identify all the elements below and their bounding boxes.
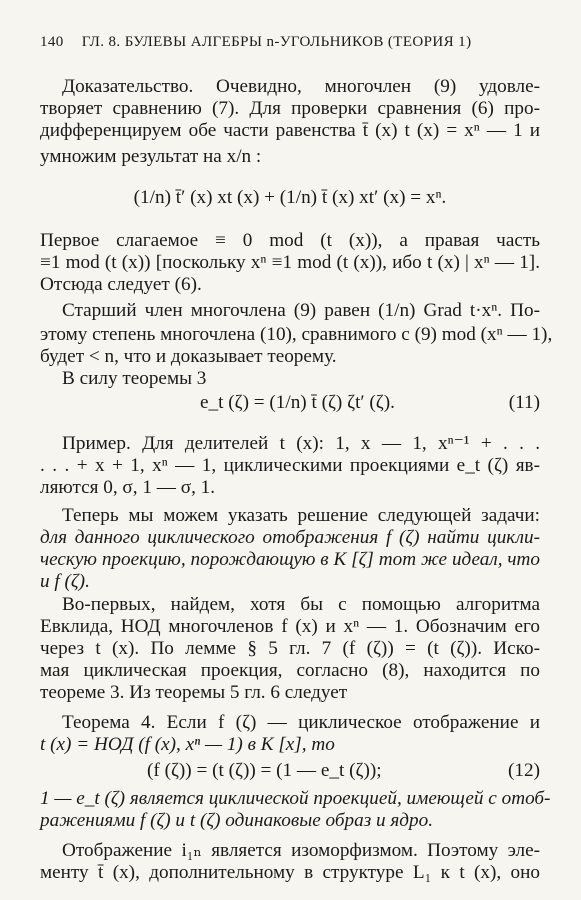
text-line: Первое слагаемое ≡ 0 mod (t (x)), а правая часть xyxy=(40,230,540,251)
equation-body: (f (ζ)) = (t (ζ)) = (1 — e_t (ζ)); xyxy=(147,760,382,781)
text-line: теореме 3. Из теоремы 5 гл. 6 следует xyxy=(40,682,348,703)
text-line: ляются 0, σ, 1 — σ, 1. xyxy=(40,477,216,498)
text-line: менту t̄ (x), дополнительному в структуре L₁ к t (x), оно xyxy=(40,862,540,883)
text-line: через t (x). По лемме § 5 гл. 7 (f (ζ)) = (t (ζ)). Иско- xyxy=(40,638,540,659)
text-line: Во-первых, найдем, хотя бы с помощью алгоритма xyxy=(62,594,540,615)
text-line: ≡1 mod (t (x)) [поскольку xⁿ ≡1 mod (t (x)), ибо t (x) | xⁿ — 1]. xyxy=(40,252,540,273)
text-line: этому степень многочлена (10), сравнимого с (9) mod (xⁿ — 1), xyxy=(40,324,553,345)
text-line: Отсюда следует (6). xyxy=(40,274,202,295)
text-line: t (x) = НОД (f (x), xⁿ — 1) в K [x], то xyxy=(40,734,335,755)
theorem-heading-line: Теорема 4. Если f (ζ) — циклическое отображение и xyxy=(62,712,540,733)
text-line: Теперь мы можем указать решение следующей задачи: xyxy=(62,505,540,526)
text-line: Пример. Для делителей t (x): 1, x — 1, xⁿ⁻¹ + . . . xyxy=(62,433,540,454)
text-line: будет < n, что и доказывает теорему. xyxy=(40,346,337,367)
text-line: ческую проекцию, порождающую в K [ζ] тот же идеал, что xyxy=(40,549,540,570)
text-line: умножим результат на x/n : xyxy=(40,146,262,167)
text-line: творяет сравнению (7). Для проверки сравнения (6) про- xyxy=(40,98,540,119)
equation-number: (11) xyxy=(508,392,540,413)
text-line: Старший член многочлена (9) равен (1/n) Grad t·xⁿ. По- xyxy=(62,300,540,321)
text-line: . . . + x + 1, xⁿ — 1, циклическими проекциями e_t (ζ) яв- xyxy=(40,455,540,476)
running-title: ГЛ. 8. БУЛЕВЫ АЛГЕБРЫ n-УГОЛЬНИКОВ (ТЕОРИЯ 1) xyxy=(81,34,472,50)
equation-body: (1/n) t̄′ (x) xt (x) + (1/n) t̄ (x) xt′ (x) = xⁿ. xyxy=(133,187,447,208)
equation-body: e_t (ζ) = (1/n) t̄ (ζ) ζt′ (ζ). xyxy=(200,392,395,413)
equation xyxy=(40,187,540,209)
page-number: 140 xyxy=(40,34,64,50)
text-line: ражениями f (ζ) и t (ζ) одинаковые образ и ядро. xyxy=(40,810,433,831)
text-line: В силу теоремы 3 xyxy=(62,368,207,389)
text-line: Евклида, НОД многочленов f (x) и xⁿ — 1. Обозначим его xyxy=(40,616,540,637)
text-line: и f (ζ). xyxy=(40,571,90,592)
equation-number: (12) xyxy=(508,760,540,781)
text-line: для данного циклического отображения f (ζ) найти цикли- xyxy=(40,527,540,548)
text-line: Отображение i₁ₙ является изоморфизмом. Поэтому эле- xyxy=(62,840,540,861)
text-line: дифференцируем обе части равенства t̄ (x) t (x) = xⁿ — 1 и xyxy=(40,120,540,141)
text-line: Доказательство. Очевидно, многочлен (9) удовле- xyxy=(62,76,540,97)
running-header xyxy=(40,34,540,51)
text-line: 1 — e_t (ζ) является циклической проекцией, имеющей с отоб- xyxy=(40,788,551,809)
text-line: мая циклическая проекция, согласно (8), находится по xyxy=(40,660,540,681)
